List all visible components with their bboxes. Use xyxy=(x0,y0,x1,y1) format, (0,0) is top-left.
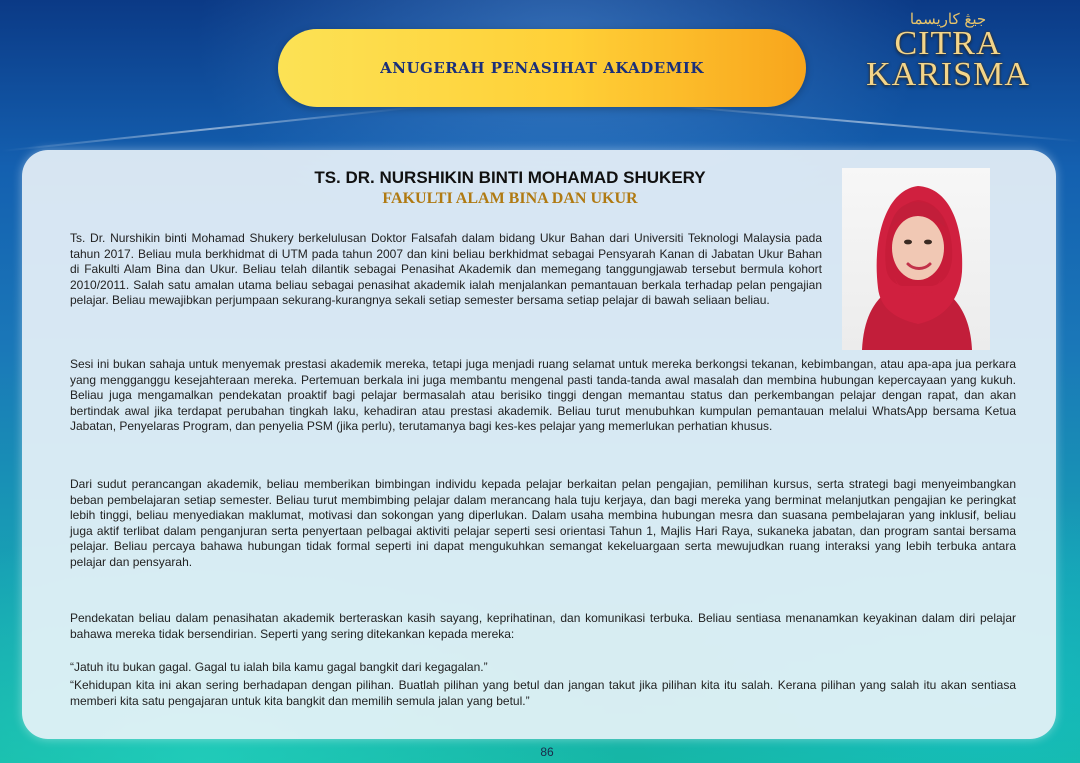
logo-word-karisma: KARISMA xyxy=(866,56,1030,93)
logo-word-citra: CITRA xyxy=(894,25,1002,62)
citra-karisma-logo xyxy=(858,10,1038,110)
motivational-quote: “Jatuh itu bukan gagal. Gagal tu ialah bila kamu gagal bangkit dari kegagalan.” xyxy=(70,660,488,674)
award-banner-title: ANUGERAH PENASIHAT AKADEMIK xyxy=(380,59,704,77)
award-banner xyxy=(278,29,806,107)
biography-paragraph: Dari sudut perancangan akademik, beliau memberikan bimbingan individu kepada pelajar berkaitan pelan pengajian, pemilihan kursus, serta strategi bagi menyeimbangkan beban pembelajaran setiap semester. Beliau turut membimbing pelajar dalam merancang hala tuju kerjaya, dan bagi mereka yang berminat melanjutkan pengajian ke peringkat lebih tinggi, beliau menyediakan maklumat, motivasi dan sokongan yang diperlukan. Dalam usaha membina hubungan mesra dan suasana pembelajaran yang inklusif, beliau juga aktif terlibat dalam penganjuran serta penyertaan pelbagai aktiviti pelajar seperti sesi orientasi Tahun 1, Majlis Hari Raya, sukaneka jabatan, dan program santai bersama pelajar. Beliau percaya bahawa hubungan tidak formal seperti ini dapat mengukuhkan semangat kekeluargaan serta mewujudkan ruang interaksi yang lebih terbuka antara pelajar dan pensyarah. xyxy=(70,477,1016,569)
page-number: 86 xyxy=(540,745,554,759)
biography-paragraph: Ts. Dr. Nurshikin binti Mohamad Shukery berkelulusan Doktor Falsafah dalam bidang Ukur Bahan dari Universiti Teknologi Malaysia pada tahun 2017. Beliau mula berkhidmat di UTM pada tahun 2007 dan kini beliau berkhidmat sebagai Pensyarah Kanan di Jabatan Ukur Bahan di Fakulti Alam Bina dan Ukur. Beliau telah dilantik sebagai Penasihat Akademik dan memegang tanggungjawab tersebut bermula kohort 2010/2011. Salah satu amalan utama beliau sebagai penasihat akademik ialah menjalankan pemantauan berkala terhadap pelan pengajian pelajar. Beliau mewajibkan perjumpaan sekurang-kurangnya sekali setiap semester bersama setiap pelajar di bawah seliaan beliau. xyxy=(70,231,822,307)
portrait-illustration xyxy=(842,168,990,350)
logo-arabic-script: جيڠ كاريسما xyxy=(909,10,987,28)
awardee-faculty: FAKULTI ALAM BINA DAN UKUR xyxy=(382,190,638,207)
decorative-light-streak xyxy=(1,106,419,152)
biography-paragraph: Pendekatan beliau dalam penasihatan akademik berteraskan kasih sayang, keprihatinan, dan komunikasi terbuka. Beliau sentiasa menanamkan keyakinan dalam diri pelajar bahawa mereka tidak bersendirian. Seperti yang sering ditekankan kepada mereka: xyxy=(70,611,1016,641)
biography-paragraph: Sesi ini bukan sahaja untuk menyemak prestasi akademik mereka, tetapi juga menjadi ruang selamat untuk mereka berkongsi tekanan, kebimbangan, atau apa-apa jua perkara yang mengganggu kesejahteraan mereka. Pertemuan berkala ini juga membantu mengenal pasti tanda-tanda awal masalah dan membina hubungan kepercayaan yang kukuh. Beliau juga mengamalkan pendekatan proaktif bagi pelajar bermasalah atau berisiko tinggi dengan memantau status dan perkembangan pelajar dengan rapat, dan akan bertindak awal jika terdapat perubahan tingkah laku, kehadiran atau prestasi akademik. Beliau turut menubuhkan kumpulan pemantauan melalui WhatsApp bersama Ketua Jabatan, Penyelaras Program, dan penyelia PSM (jika perlu), terutamanya bagi kes-kes pelajar yang memerlukan perhatian khusus. xyxy=(70,357,1016,433)
awardee-name: TS. DR. NURSHIKIN BINTI MOHAMAD SHUKERY xyxy=(314,168,706,187)
motivational-quote: “Kehidupan kita ini akan sering berhadapan dengan pilihan. Buatlah pilihan yang betul dan jangan takut jika pilihan kita itu salah. Kerana pilihan yang salah itu akan sentiasa memberi kita satu pengajaran untuk kita bangkit dan memilih semula jalan yang betul.” xyxy=(70,678,1016,708)
awardee-portrait-photo xyxy=(842,168,990,350)
